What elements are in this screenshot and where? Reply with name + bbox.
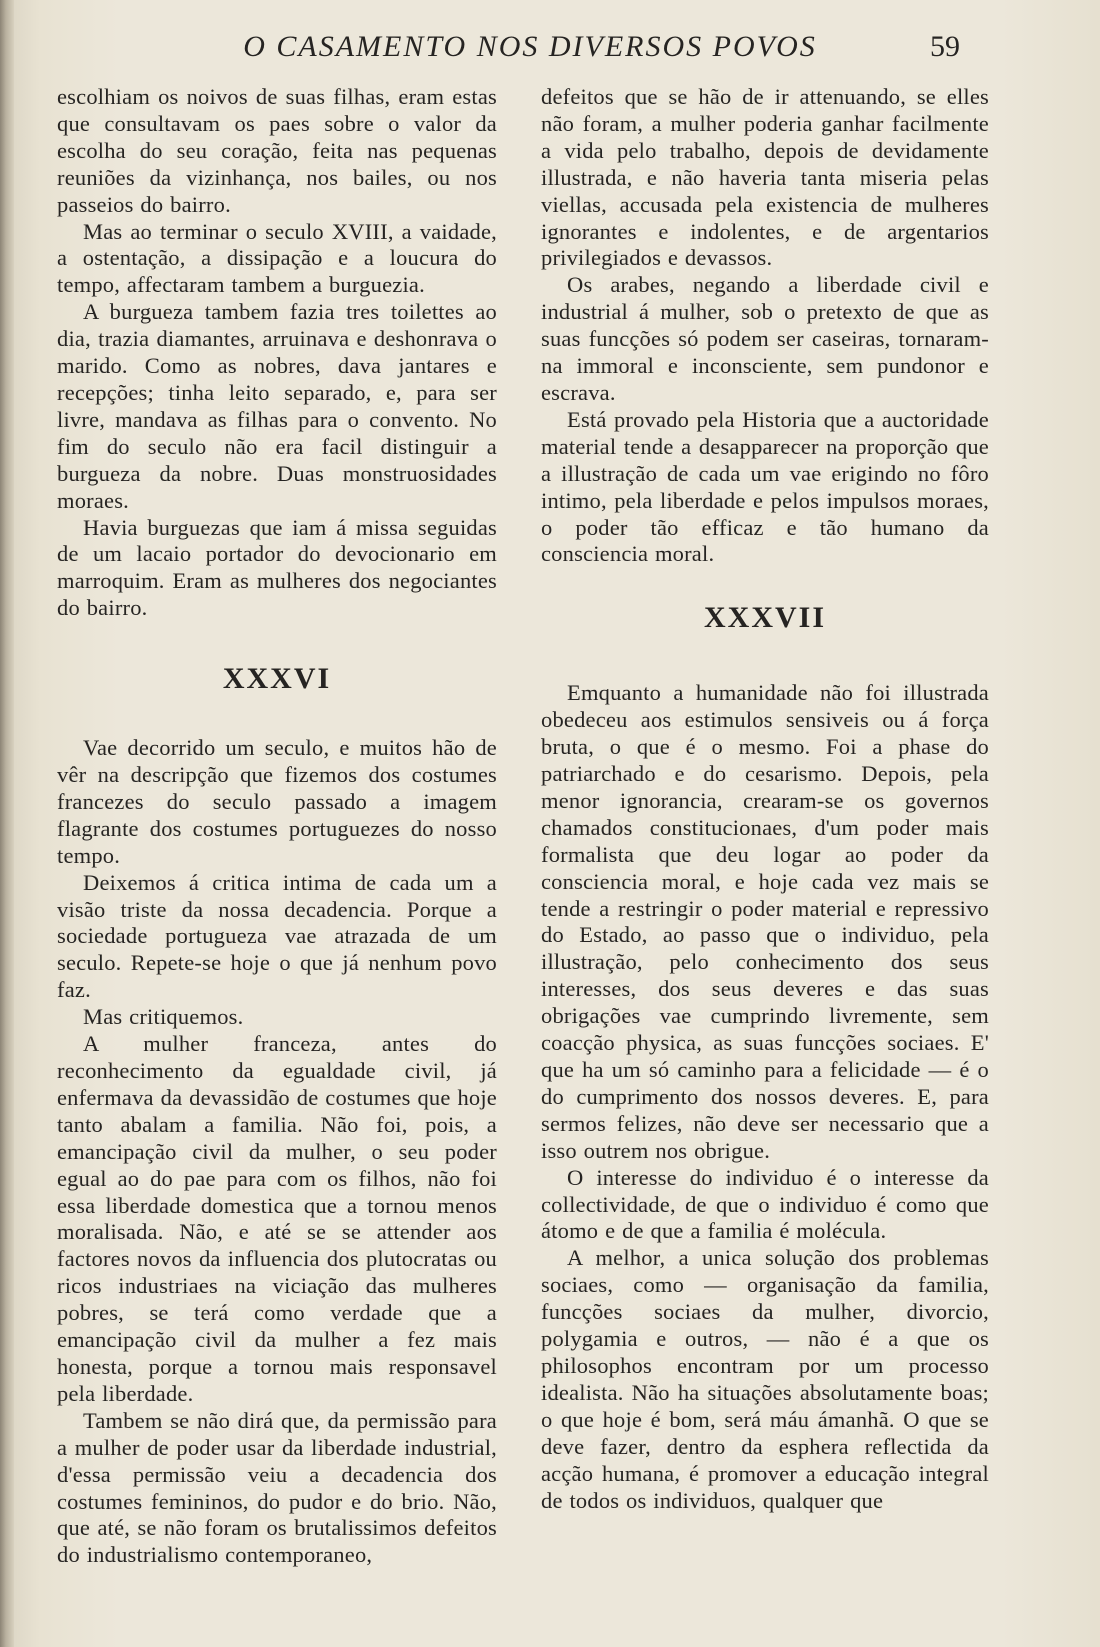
paragraph: A burgueza tambem fazia tres toilettes ao dia, trazia diamantes, arruinava e deshonrava o marido. Como as nobres, dava jantares e recepções; tinha leito separado, e, para ser livre, mandava as filhas para o convento. No fim do seculo não era facil distinguir a burgueza da nobre. Duas monstruosidades moraes.: [57, 299, 497, 513]
paragraph: Os arabes, negando a liberdade civil e industrial á mulher, sob o pretexto de que as suas funcções só podem ser caseiras, tornaram-na immoral e inconsciente, sem pundonor e escrava.: [541, 272, 989, 405]
paragraph: A mulher franceza, antes do reconhecimento da egualdade civil, já enfermava da devassidão de costumes que hoje tanto abalam a familia. Não foi, pois, a emancipação civil da mulher, o seu poder egual ao do pae para com os filhos, não foi essa liberdade domestica que a tornou menos moralisada. Não, e até se se attender aos factores novos da influencia dos plutocratas ou ricos industriaes na viciação das mulheres pobres, se terá como verdade que a emancipação civil da mulher a fez mais honesta, porque a tornou mais responsavel pela liberdade.: [57, 1031, 497, 1406]
left-column: [57, 84, 497, 1569]
paragraph: Havia burguezas que iam á missa seguidas de um lacaio portador do devocionario em marroquim. Eram as mulheres dos negociantes do bairro.: [57, 514, 497, 621]
paragraph: A melhor, a unica solução dos problemas sociaes, como — organisação da familia, funcções sociaes da mulher, divorcio, polygamia e outros, — não é a que os philosophos encontram por um processo idealista. Não ha situações absolutamente boas; o que hoje é bom, será máu ámanhã. O que se deve fazer, dentro da esphera reflectida da acção humana, é promover a educação integral de todos os individuos, qualquer que: [541, 1245, 989, 1513]
paragraph: Tambem se não dirá que, da permissão para a mulher de poder usar da liberdade industrial, d'essa permissão veiu a decadencia dos costumes femininos, do pudor e do brio. Não, que até, se não foram os brutalissimos defeitos do industrialismo contemporaneo,: [57, 1407, 497, 1568]
running-header-title: O CASAMENTO NOS DIVERSOS POVOS: [243, 30, 817, 63]
section-heading: XXXVII: [703, 601, 826, 635]
paragraph: Mas critiquemos.: [83, 1004, 244, 1030]
paragraph: defeitos que se hão de ir attenuando, se elles não foram, a mulher poderia ganhar facilmente a vida pelo trabalho, depois de devidamente illustrada, e não haveria tanta miseria pelas viellas, accusada pela existencia de mulheres ignorantes e indolentes, e de argentarios privilegiados e devassos.: [541, 84, 989, 271]
paragraph: Deixemos á critica intima de cada um a visão triste da nossa decadencia. Porque a sociedade portugueza vae atrazada de um seculo. Repete-se hoje o que já nenhum povo faz.: [57, 869, 497, 1003]
page-number: 59: [930, 30, 960, 63]
paragraph: O interesse do individuo é o interesse da collectividade, de que o individuo é como que átomo e de que a familia é molécula.: [541, 1164, 989, 1244]
paragraph: Vae decorrido um seculo, e muitos hão de vêr na descripção que fizemos dos costumes francezes do seculo passado a imagem flagrante dos costumes portuguezes do nosso tempo.: [57, 735, 497, 868]
paragraph: Está provado pela Historia que a auctoridade material tende a desapparecer na proporção que a illustração de cada um vae erigindo no fôro intimo, pela liberdade e pelos impulsos moraes, o poder tão efficaz e tão humano da consciencia moral.: [541, 406, 989, 567]
paragraph: Mas ao terminar o seculo XVIII, a vaidade, a ostentação, a dissipação e a loucura do tempo, affectaram tambem a burguezia.: [57, 218, 497, 298]
paragraph: escolhiam os noivos de suas filhas, eram estas que consultavam os paes sobre o valor da escolha do seu coração, feita nas pequenas reuniões da vizinhança, nos bailes, ou nos passeios do bairro.: [57, 84, 497, 217]
paragraph: Emquanto a humanidade não foi illustrada obedeceu aos estimulos sensiveis ou á força bruta, o que é o mesmo. Foi a phase do patriarchado e do cesarismo. Depois, pela menor ignorancia, crearam-se os governos chamados constitucionaes, d'um poder mais formalista que deu logar ao poder da consciencia moral, e hoje cada vez mais se tende a restringir o poder material e repressivo do Estado, ao passo que o individuo, pela illustração, pelo conhecimento dos seus interesses, dos seus deveres e das suas obrigações vae cumprindo livremente, sem coacção physica, as suas funcções sociaes. E' que ha um só caminho para a felicidade — é o do cumprimento dos nossos deveres. E, para sermos felizes, não deve ser necessario que a isso outrem nos obrigue.: [541, 680, 989, 1163]
page-gutter: [0, 0, 14, 1647]
right-column: [541, 84, 989, 1514]
section-heading: XXXVI: [222, 662, 332, 696]
